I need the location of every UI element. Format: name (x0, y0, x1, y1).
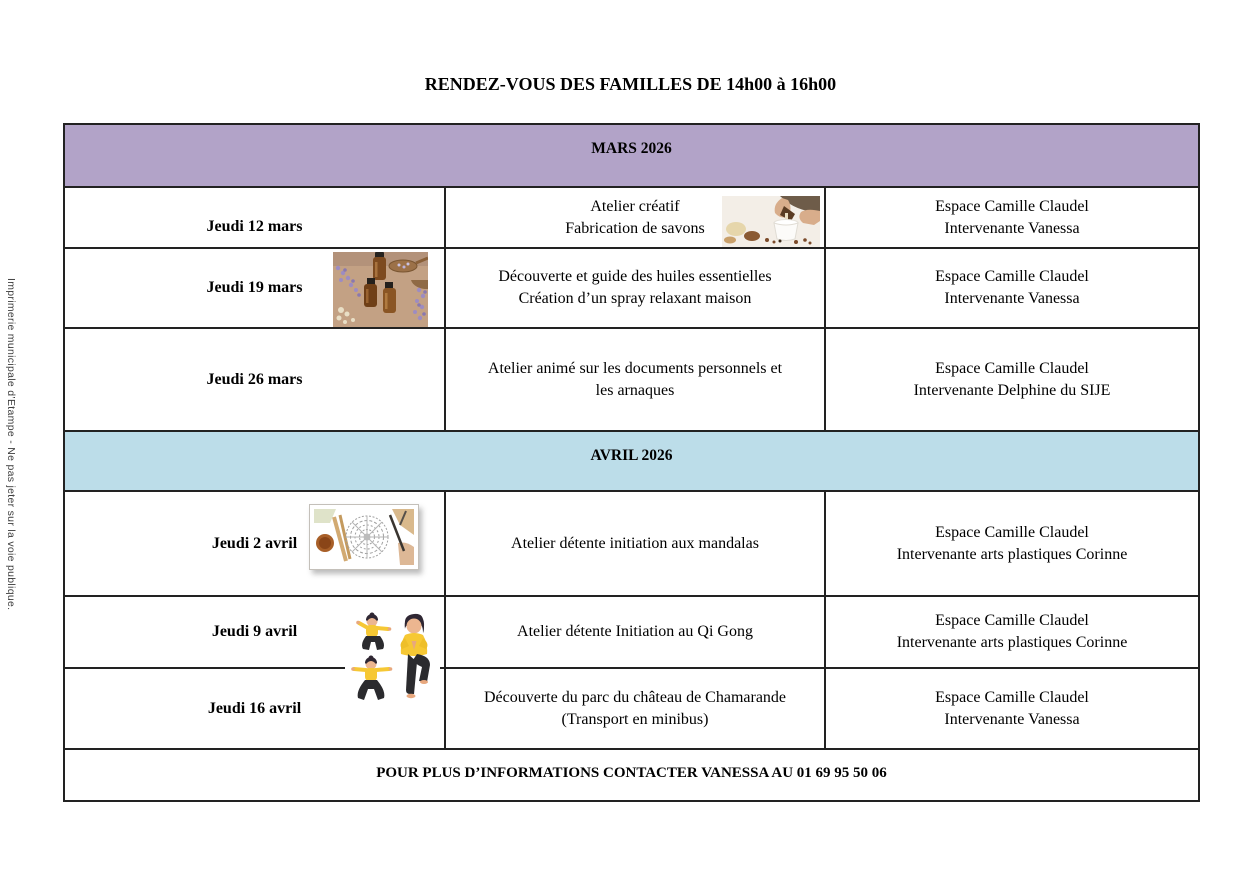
activity-cell (445, 328, 825, 431)
printer-side-note: Imprimerie municipale d’Etampe - Ne pas jeter sur la voie publique. (5, 278, 17, 611)
location-cell (825, 248, 1199, 328)
schedule-table (63, 123, 1198, 802)
table-row-9-avril (64, 596, 1199, 668)
activity-line: Atelier créatif (590, 197, 680, 215)
activity-line: Atelier détente initiation aux mandalas (511, 534, 759, 552)
activity-line: Atelier détente Initiation au Qi Gong (517, 623, 753, 640)
location-cell (825, 491, 1199, 596)
qi-gong-image (345, 608, 440, 718)
location-line: Espace Camille Claudel (935, 523, 1089, 541)
table-row-16-avril (64, 668, 1199, 749)
date-cell: Jeudi 26 mars (64, 328, 445, 431)
month-header-mars: MARS 2026 (64, 124, 1199, 187)
activity-line: Création d’un spray relaxant maison (518, 290, 752, 307)
activity-cell (445, 668, 825, 749)
date-cell: Jeudi 2 avril (64, 491, 445, 596)
location-line: Intervenante Vanessa (944, 219, 1080, 237)
location-line: Intervenante Vanessa (944, 710, 1080, 728)
location-cell (825, 187, 1199, 248)
location-line: Espace Camille Claudel (935, 688, 1089, 706)
month-header-row-avril (64, 431, 1199, 491)
activity-cell (445, 596, 825, 668)
date-cell: Jeudi 16 avril (64, 668, 445, 749)
table-row-26-mars (64, 328, 1199, 431)
essential-oils-image (333, 252, 428, 327)
location-line: Intervenante arts plastiques Corinne (896, 634, 1128, 651)
activity-line: les arnaques (595, 381, 675, 399)
date-cell: Jeudi 12 mars (64, 187, 445, 248)
month-header-row-mars (64, 124, 1199, 187)
mandala-art-image (309, 504, 419, 570)
location-cell (825, 596, 1199, 668)
location-line: Espace Camille Claudel (935, 359, 1089, 377)
date-cell: Jeudi 19 mars (64, 248, 445, 328)
location-line: Intervenante Delphine du SIJE (913, 381, 1111, 399)
activity-line: Découverte et guide des huiles essentielles (498, 268, 772, 285)
location-cell (825, 668, 1199, 749)
page-title: RENDEZ-VOUS DES FAMILLES DE 14h00 à 16h00 (424, 74, 837, 94)
location-line: Espace Camille Claudel (935, 268, 1089, 285)
location-line: Espace Camille Claudel (935, 197, 1089, 215)
activity-line: Fabrication de savons (565, 219, 705, 237)
activity-cell (445, 248, 825, 328)
date-cell: Jeudi 9 avril (64, 596, 445, 668)
month-header-avril: AVRIL 2026 (64, 431, 1199, 491)
table-row-2-avril (64, 491, 1199, 596)
table-row-12-mars (64, 187, 1199, 248)
location-cell (825, 328, 1199, 431)
location-line: Intervenante Vanessa (944, 290, 1080, 307)
families-schedule (63, 123, 1200, 802)
footer-row (64, 749, 1199, 801)
activity-line: (Transport en minibus) (561, 710, 709, 728)
soap-making-image (722, 196, 820, 247)
activity-line: Atelier animé sur les documents personnels et (487, 359, 783, 377)
activity-cell (445, 491, 825, 596)
footer-contact: POUR PLUS D’INFORMATIONS CONTACTER VANESSA AU 01 69 95 50 06 (64, 749, 1199, 801)
activity-line: Découverte du parc du château de Chamarande (483, 688, 787, 706)
table-row-19-mars (64, 248, 1199, 328)
location-line: Espace Camille Claudel (935, 612, 1089, 629)
location-line: Intervenante arts plastiques Corinne (896, 545, 1128, 563)
